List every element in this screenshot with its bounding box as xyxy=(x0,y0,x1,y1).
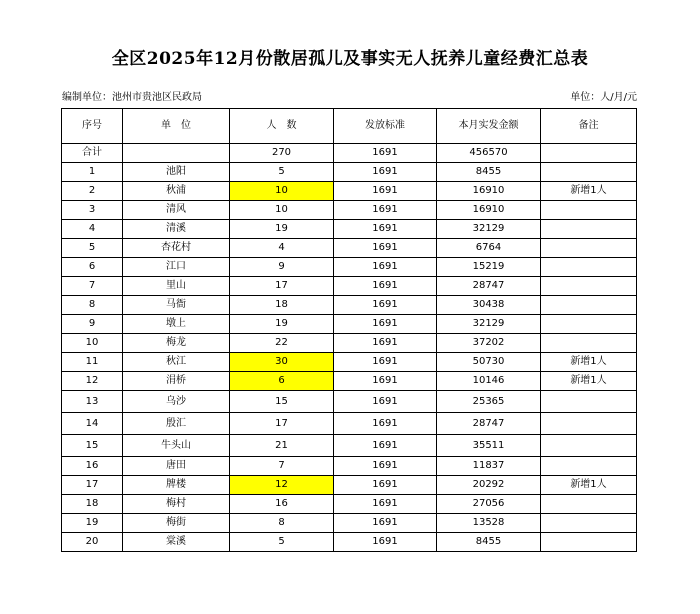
cell-amount: 16910 xyxy=(437,182,541,201)
cell-unit: 秋浦 xyxy=(123,182,230,201)
cell-note xyxy=(541,495,637,514)
cell-count: 15 xyxy=(230,391,334,413)
cell-seq: 13 xyxy=(62,391,123,413)
cell-unit: 清风 xyxy=(123,201,230,220)
table-row xyxy=(62,277,637,296)
cell-seq: 10 xyxy=(62,334,123,353)
table-row xyxy=(62,413,637,435)
cell-note xyxy=(541,413,637,435)
cell-standard: 1691 xyxy=(334,353,437,372)
cell-count: 7 xyxy=(230,457,334,476)
cell-unit: 梅龙 xyxy=(123,334,230,353)
cell-amount: 25365 xyxy=(437,391,541,413)
header-seq: 序号 xyxy=(62,109,123,144)
cell-standard: 1691 xyxy=(334,220,437,239)
cell-unit: 江口 xyxy=(123,258,230,277)
table-row xyxy=(62,258,637,277)
cell-unit: 梅村 xyxy=(123,495,230,514)
cell-unit: 池阳 xyxy=(123,163,230,182)
table-row xyxy=(62,220,637,239)
cell-standard: 1691 xyxy=(334,334,437,353)
cell-count: 10 xyxy=(230,201,334,220)
cell-amount: 13528 xyxy=(437,514,541,533)
unit-label: 单位：人/月/元 xyxy=(570,92,637,103)
cell-note: 新增1人 xyxy=(541,372,637,391)
cell-seq: 3 xyxy=(62,201,123,220)
cell-standard: 1691 xyxy=(334,514,437,533)
cell-unit: 清溪 xyxy=(123,220,230,239)
cell-note xyxy=(541,514,637,533)
cell-unit: 棠溪 xyxy=(123,533,230,552)
cell-seq: 20 xyxy=(62,533,123,552)
table-row xyxy=(62,457,637,476)
cell-count: 8 xyxy=(230,514,334,533)
cell-note xyxy=(541,533,637,552)
table-row xyxy=(62,533,637,552)
cell-amount: 50730 xyxy=(437,353,541,372)
header-standard: 发放标准 xyxy=(334,109,437,144)
table-row xyxy=(62,201,637,220)
cell-count: 5 xyxy=(230,533,334,552)
cell-amount: 15219 xyxy=(437,258,541,277)
table-row xyxy=(62,334,637,353)
table-row xyxy=(62,182,637,201)
cell-amount: 20292 xyxy=(437,476,541,495)
cell-amount: 32129 xyxy=(437,220,541,239)
cell-unit: 梅街 xyxy=(123,514,230,533)
cell-unit: 秋江 xyxy=(123,353,230,372)
total-count: 270 xyxy=(230,144,334,163)
cell-count: 21 xyxy=(230,435,334,457)
header-note: 备注 xyxy=(541,109,637,144)
cell-amount: 11837 xyxy=(437,457,541,476)
cell-note xyxy=(541,277,637,296)
cell-seq: 12 xyxy=(62,372,123,391)
cell-count: 5 xyxy=(230,163,334,182)
cell-standard: 1691 xyxy=(334,315,437,334)
total-seq: 合计 xyxy=(62,144,123,163)
cell-note xyxy=(541,334,637,353)
page-title: 全区2025年12月份散居孤儿及事实无人抚养儿童经费汇总表 xyxy=(111,49,589,69)
cell-note: 新增1人 xyxy=(541,353,637,372)
cell-standard: 1691 xyxy=(334,457,437,476)
cell-amount: 10146 xyxy=(437,372,541,391)
cell-count: 17 xyxy=(230,413,334,435)
cell-count: 19 xyxy=(230,315,334,334)
table-row xyxy=(62,353,637,372)
cell-note xyxy=(541,201,637,220)
cell-unit: 乌沙 xyxy=(123,391,230,413)
cell-standard: 1691 xyxy=(334,201,437,220)
cell-seq: 16 xyxy=(62,457,123,476)
cell-seq: 11 xyxy=(62,353,123,372)
cell-count: 6 xyxy=(230,372,334,391)
cell-seq: 9 xyxy=(62,315,123,334)
cell-unit: 殷汇 xyxy=(123,413,230,435)
cell-note: 新增1人 xyxy=(541,182,637,201)
cell-unit: 牛头山 xyxy=(123,435,230,457)
table-row xyxy=(62,296,637,315)
cell-count: 16 xyxy=(230,495,334,514)
table-row xyxy=(62,495,637,514)
cell-count: 22 xyxy=(230,334,334,353)
cell-unit: 墩上 xyxy=(123,315,230,334)
cell-note xyxy=(541,435,637,457)
table-row xyxy=(62,372,637,391)
total-standard: 1691 xyxy=(334,144,437,163)
cell-amount: 35511 xyxy=(437,435,541,457)
cell-seq: 8 xyxy=(62,296,123,315)
header-unit: 单 位 xyxy=(123,109,230,144)
cell-note xyxy=(541,163,637,182)
org-label: 编制单位：池州市贵池区民政局 xyxy=(62,92,202,103)
cell-seq: 18 xyxy=(62,495,123,514)
cell-unit: 牌楼 xyxy=(123,476,230,495)
table-row xyxy=(62,239,637,258)
cell-count: 12 xyxy=(230,476,334,495)
cell-seq: 5 xyxy=(62,239,123,258)
cell-standard: 1691 xyxy=(334,163,437,182)
cell-amount: 28747 xyxy=(437,277,541,296)
header-amount: 本月实发金额 xyxy=(437,109,541,144)
cell-amount: 32129 xyxy=(437,315,541,334)
cell-note xyxy=(541,296,637,315)
cell-standard: 1691 xyxy=(334,476,437,495)
cell-unit: 马衙 xyxy=(123,296,230,315)
total-note xyxy=(541,144,637,163)
cell-note xyxy=(541,391,637,413)
header-count: 人 数 xyxy=(230,109,334,144)
table-row xyxy=(62,476,637,495)
cell-seq: 7 xyxy=(62,277,123,296)
cell-standard: 1691 xyxy=(334,495,437,514)
cell-amount: 28747 xyxy=(437,413,541,435)
table-row xyxy=(62,315,637,334)
table-row xyxy=(62,163,637,182)
cell-unit: 唐田 xyxy=(123,457,230,476)
cell-amount: 16910 xyxy=(437,201,541,220)
header-row xyxy=(62,109,637,144)
cell-amount: 8455 xyxy=(437,533,541,552)
cell-count: 18 xyxy=(230,296,334,315)
table-row xyxy=(62,391,637,413)
cell-seq: 4 xyxy=(62,220,123,239)
cell-seq: 6 xyxy=(62,258,123,277)
cell-amount: 8455 xyxy=(437,163,541,182)
cell-standard: 1691 xyxy=(334,391,437,413)
cell-unit: 里山 xyxy=(123,277,230,296)
cell-note xyxy=(541,239,637,258)
cell-unit: 杏花村 xyxy=(123,239,230,258)
total-amount: 456570 xyxy=(437,144,541,163)
table-row xyxy=(62,435,637,457)
summary-table xyxy=(61,108,637,552)
table-row xyxy=(62,514,637,533)
cell-amount: 37202 xyxy=(437,334,541,353)
cell-standard: 1691 xyxy=(334,277,437,296)
cell-unit: 涓桥 xyxy=(123,372,230,391)
cell-count: 19 xyxy=(230,220,334,239)
cell-count: 10 xyxy=(230,182,334,201)
cell-note xyxy=(541,220,637,239)
cell-note xyxy=(541,457,637,476)
cell-count: 30 xyxy=(230,353,334,372)
cell-standard: 1691 xyxy=(334,413,437,435)
cell-amount: 30438 xyxy=(437,296,541,315)
cell-seq: 17 xyxy=(62,476,123,495)
cell-seq: 2 xyxy=(62,182,123,201)
cell-seq: 19 xyxy=(62,514,123,533)
total-unit xyxy=(123,144,230,163)
cell-standard: 1691 xyxy=(334,372,437,391)
cell-standard: 1691 xyxy=(334,239,437,258)
cell-note xyxy=(541,258,637,277)
cell-count: 9 xyxy=(230,258,334,277)
total-row xyxy=(62,144,637,163)
cell-seq: 14 xyxy=(62,413,123,435)
cell-standard: 1691 xyxy=(334,258,437,277)
cell-amount: 6764 xyxy=(437,239,541,258)
cell-seq: 1 xyxy=(62,163,123,182)
cell-amount: 27056 xyxy=(437,495,541,514)
cell-note xyxy=(541,315,637,334)
cell-note: 新增1人 xyxy=(541,476,637,495)
cell-standard: 1691 xyxy=(334,435,437,457)
cell-count: 17 xyxy=(230,277,334,296)
cell-standard: 1691 xyxy=(334,182,437,201)
cell-standard: 1691 xyxy=(334,533,437,552)
cell-seq: 15 xyxy=(62,435,123,457)
cell-count: 4 xyxy=(230,239,334,258)
cell-standard: 1691 xyxy=(334,296,437,315)
